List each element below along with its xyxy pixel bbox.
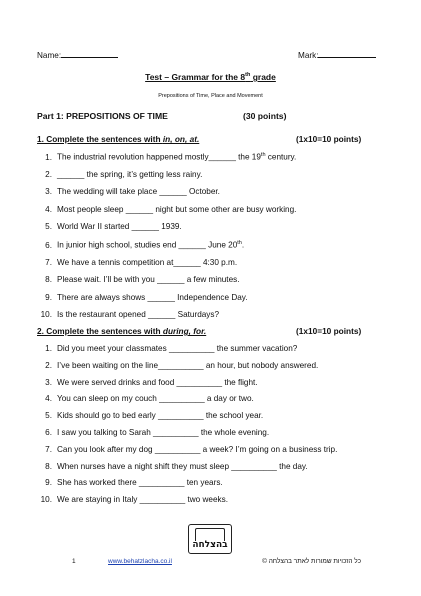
list-item	[40, 445, 337, 454]
item-number: 7.	[45, 257, 52, 267]
item-number: 3.	[45, 187, 52, 197]
logo-frame	[195, 528, 225, 541]
item-text: ______ the spring, it’s getting less rainy.	[57, 169, 203, 179]
item-text: We were served drinks and food __________ the flight.	[57, 377, 258, 387]
list-item	[40, 152, 296, 162]
page-number: 1	[72, 558, 76, 565]
list-item	[40, 293, 248, 302]
section2-points: (1x10=10 points)	[296, 326, 362, 336]
section1-heading: 1. Complete the sentences with in, on, at.	[37, 134, 200, 144]
behatzlacha-logo	[188, 524, 232, 554]
item-text: There are always shows ______ Independence Day.	[57, 292, 248, 302]
item-text-after: .	[241, 240, 245, 250]
item-text: You can sleep on my couch __________ a day or two.	[57, 394, 254, 404]
list-item	[40, 495, 228, 504]
item-number: 2.	[45, 169, 52, 179]
item-text: Most people sleep ______ night but some other are busy working.	[57, 204, 297, 214]
item-text: The industrial revolution happened mostly______ the 19	[57, 152, 261, 162]
item-number: 8.	[45, 275, 52, 285]
list-item	[40, 258, 237, 267]
part1-heading: Part 1: PREPOSITIONS OF TIME	[37, 111, 168, 121]
name-field	[37, 49, 118, 60]
item-text: She has worked there __________ ten years.	[57, 478, 223, 488]
item-number: 10.	[40, 310, 52, 320]
list-item	[40, 394, 254, 403]
list-item	[40, 478, 223, 487]
part1-points: (30 points)	[243, 111, 287, 121]
list-item	[40, 361, 318, 370]
page-title: Test – Grammar for the 8th grade	[145, 72, 276, 82]
list-item	[40, 240, 244, 250]
item-text: The wedding will take place ______ October.	[57, 187, 220, 197]
page-subtitle: Prepositions of Time, Place and Movement	[158, 93, 263, 99]
item-text-after: century.	[265, 152, 297, 162]
item-number: 4.	[45, 394, 52, 404]
list-item	[40, 275, 240, 284]
item-text: Kids should go to bed early __________ the school year.	[57, 411, 264, 421]
mark-blank[interactable]	[318, 49, 376, 58]
item-text: Please wait. I’ll be with you ______ a few minutes.	[57, 275, 240, 285]
item-text: We are staying in Italy __________ two weeks.	[57, 495, 228, 505]
mark-field	[298, 49, 376, 60]
list-item	[40, 222, 182, 231]
item-text: Is the restaurant opened ______ Saturdays?	[57, 310, 220, 320]
item-number: 6.	[45, 428, 52, 437]
item-number: 1.	[45, 344, 52, 353]
list-item	[40, 344, 297, 353]
list-item	[40, 378, 258, 387]
section2-heading: 2. Complete the sentences with during, for.	[37, 326, 207, 336]
item-text: I’ve been waiting on the line__________ an hour, but nobody answered.	[57, 360, 319, 370]
item-number: 5.	[45, 222, 52, 232]
item-number: 7.	[45, 444, 52, 454]
list-item	[40, 462, 308, 471]
logo-text: בהצלחה	[192, 540, 228, 550]
item-superscript: th	[237, 240, 242, 246]
list-item	[40, 170, 202, 179]
item-text: World War II started ______ 1939.	[57, 222, 182, 232]
copyright-notice: כל הזכויות שמורות לאתר בהצלחה ©	[262, 558, 361, 565]
website-link[interactable]: www.behatzlacha.co.il	[108, 558, 172, 565]
list-item	[40, 310, 219, 319]
item-text: We have a tennis competition at______ 4:30 p.m.	[57, 257, 238, 267]
item-number: 2.	[45, 360, 52, 370]
name-label: Name:	[37, 51, 62, 60]
section1-points: (1x10=10 points)	[296, 134, 362, 144]
item-number: 5.	[45, 411, 52, 421]
mark-label: Mark:	[298, 51, 319, 60]
list-item	[40, 428, 269, 437]
item-number: 1.	[45, 152, 52, 162]
list-item	[40, 205, 296, 214]
item-text: I saw you talking to Sarah __________ the whole evening.	[57, 428, 270, 437]
item-number: 9.	[45, 292, 52, 302]
item-text: Can you look after my dog __________ a week? I’m going on a business trip.	[57, 444, 338, 454]
item-superscript: th	[260, 152, 266, 158]
item-text: Did you meet your classmates __________ the summer vacation?	[57, 344, 298, 353]
item-text: When nurses have a night shift they must sleep __________ the day.	[57, 461, 308, 471]
list-item	[40, 187, 220, 196]
item-number: 4.	[45, 204, 52, 214]
item-number: 6.	[45, 240, 52, 250]
list-item	[40, 411, 263, 420]
item-number: 9.	[45, 478, 52, 488]
name-blank[interactable]	[61, 49, 118, 58]
item-number: 3.	[45, 377, 52, 387]
item-number: 10.	[40, 495, 52, 505]
item-number: 8.	[45, 461, 52, 471]
item-text: In junior high school, studies end ______ June 20	[57, 240, 238, 250]
